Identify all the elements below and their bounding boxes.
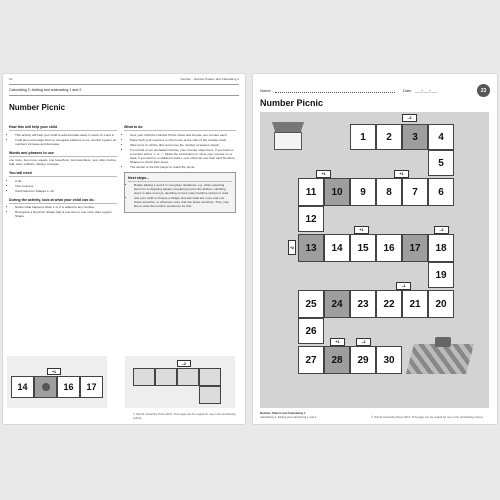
- board-cell-17: 17: [402, 234, 428, 262]
- board-cell-28: 28: [324, 346, 350, 374]
- list-item: • This activity will help your child to add and take away in steps of 1 and 2.: [15, 133, 117, 137]
- board-cell-20: 20: [428, 290, 454, 318]
- words-heading: Words and phrases to use: [9, 151, 117, 157]
- during-heading: During the activity, look at what your child can do.: [9, 198, 117, 204]
- board-cell-10: 10: [324, 178, 350, 206]
- during-list: [9, 205, 117, 218]
- left-column: [9, 120, 117, 219]
- list-item: • The winner is the first player to reach the picnic.: [130, 165, 236, 169]
- board-cell-13: 13: [298, 234, 324, 262]
- board-cell-9: 9: [350, 178, 376, 206]
- board-cell-15: 15: [350, 234, 376, 262]
- tag-minus-two: –2: [434, 226, 449, 234]
- board-cell: 16: [57, 376, 80, 398]
- board-cell-11: 11: [298, 178, 324, 206]
- right-column: [124, 120, 236, 213]
- picnic-basket-icon: [435, 337, 451, 347]
- list-item: • Two counters: [15, 184, 117, 188]
- words-text: one more, two more, equals, one fewer/less, two fewer/less, next, after, before, add, total, subtract, always, because: [9, 158, 117, 167]
- tag-minus-two: –2: [402, 114, 417, 122]
- board-cell-2: 2: [376, 124, 402, 150]
- board-cell-22: 22: [376, 290, 402, 318]
- board-cell-12: 12: [298, 206, 324, 232]
- list-item: • It will also encourage them to recognise patterns in our number system as numbers increase and decrease.: [15, 138, 117, 146]
- house-icon: [272, 122, 304, 150]
- board-cell-29: 29: [350, 346, 376, 374]
- footer-title: Number, Pattern and Calculating 1: [260, 411, 306, 415]
- board-cell-23: 23: [350, 290, 376, 318]
- list-item: • Ask your child to choose a Shape and ask what are more and one fewer would be, or what two more and two fewer would be. They may like to write the number sentences for this.: [134, 196, 232, 208]
- footer-subtitle: Calculating 2: Adding and subtracting 1 and 2: [260, 415, 317, 419]
- board-cell-3: 3: [402, 124, 428, 150]
- what-to-do-heading: What to do: [124, 125, 236, 131]
- board-cell: [155, 368, 177, 386]
- what-to-do-list: [124, 133, 236, 169]
- board-cell-5: 5: [428, 150, 454, 176]
- list-item: • Place both your counters on the house at the start of the number track.: [130, 138, 236, 142]
- board-cell: [133, 368, 155, 386]
- list-item: • Card Numicon Shapes 1–10: [15, 189, 117, 193]
- tag-plus-one: +1: [316, 170, 331, 178]
- minus-two-tag: –2: [177, 360, 191, 367]
- next-steps-heading: Next steps...: [128, 176, 232, 182]
- board-cell-24: 24: [324, 290, 350, 318]
- section-bar: [9, 84, 239, 96]
- list-item: • If you land on an unshaded number, your counter stays there. If you land on a number with a '+' or '–', follow the instructions to move your counter on or back. If you land on a shaded number, your child can use their card Numicon Shapes to check their steps.: [130, 148, 236, 164]
- board-cell-4: 4: [428, 124, 454, 150]
- board-cell-27: 27: [298, 346, 324, 374]
- list-item: • Recognise a Numicon Shape that is one less or one more than a given Shape.: [15, 210, 117, 218]
- board-cell: 17: [80, 376, 103, 398]
- board-cell-30: 30: [376, 346, 402, 374]
- board-cell-1: 1: [350, 124, 376, 150]
- board-cell: [199, 368, 221, 386]
- need-heading: You will need: [9, 171, 117, 177]
- board-cell: 14: [11, 376, 34, 398]
- tag-plus-two: +2: [288, 240, 296, 255]
- page-number: 10: [9, 77, 13, 81]
- illustration-left: [7, 356, 107, 408]
- page-title: Number Picnic: [9, 103, 66, 112]
- board-cell-21: 21: [402, 290, 428, 318]
- list-item: • Give your child the Number Picnic sheet and choose one counter each.: [130, 133, 236, 137]
- help-heading: How this will help your child: [9, 125, 117, 131]
- illustration-right: [125, 356, 235, 408]
- need-list: [9, 179, 117, 193]
- board-cell-7: 7: [402, 178, 428, 206]
- tag-minus-one: –1: [396, 282, 411, 290]
- tag-plus-one: +1: [394, 170, 409, 178]
- running-header: Number - Number Pattern and Calculating 1: [180, 77, 239, 81]
- board-cell-6: 6: [428, 178, 454, 206]
- tag-plus-one: +1: [330, 338, 345, 346]
- tag-minus-two: –2: [356, 338, 371, 346]
- board-cell-19: 19: [428, 262, 454, 288]
- date-field: ___/___/___: [415, 88, 438, 93]
- list-item: • A die: [15, 179, 117, 183]
- name-label: Name: [260, 88, 271, 93]
- picnic-blanket-icon: [406, 344, 474, 374]
- board-cell-14: 14: [324, 234, 350, 262]
- page-number-badge: 23: [477, 84, 490, 97]
- list-item: • Notice what happens when 1 or 2 is added to any number.: [15, 205, 117, 209]
- board-cell-26: 26: [298, 318, 324, 344]
- left-page: [3, 74, 245, 424]
- game-board: [260, 112, 489, 408]
- footer: © Oxford University Press 2014. This page can be copied for use in the purchasing school.: [133, 412, 236, 420]
- page-title: Number Picnic: [260, 98, 324, 108]
- right-page: [253, 74, 497, 424]
- name-line: [275, 92, 395, 93]
- board-cell-18: 18: [428, 234, 454, 262]
- help-list: [9, 133, 117, 146]
- board-cell-8: 8: [376, 178, 402, 206]
- board-cell-counter: [34, 376, 57, 398]
- counter-icon: [42, 383, 50, 391]
- board-cell-25: 25: [298, 290, 324, 318]
- section-title: Calculating 2: Adding and subtracting 1 and 2: [9, 87, 82, 92]
- tag-plus-one: +1: [354, 226, 369, 234]
- board-cell-16: 16: [376, 234, 402, 262]
- plus-one-tag: +1: [47, 368, 61, 375]
- board-cell: [177, 368, 199, 386]
- board-cell: [199, 386, 221, 404]
- list-item: • Relate adding 1 and 2 in 'everyday' situations, e.g. when selecting items for a shopping basket, preparing food in the kitchen, climbing steps to take out toys, deciding on how many bedtime stories to read.: [134, 183, 232, 195]
- list-item: • Take turns to roll the dice and move the number of spaces shown.: [130, 143, 236, 147]
- footer-copyright: © Oxford University Press 2014. This page can be copied for use in the purchasing school.: [371, 415, 484, 419]
- next-steps-list: [128, 183, 232, 208]
- next-steps-box: [124, 172, 236, 214]
- date-label: Date: [403, 88, 412, 93]
